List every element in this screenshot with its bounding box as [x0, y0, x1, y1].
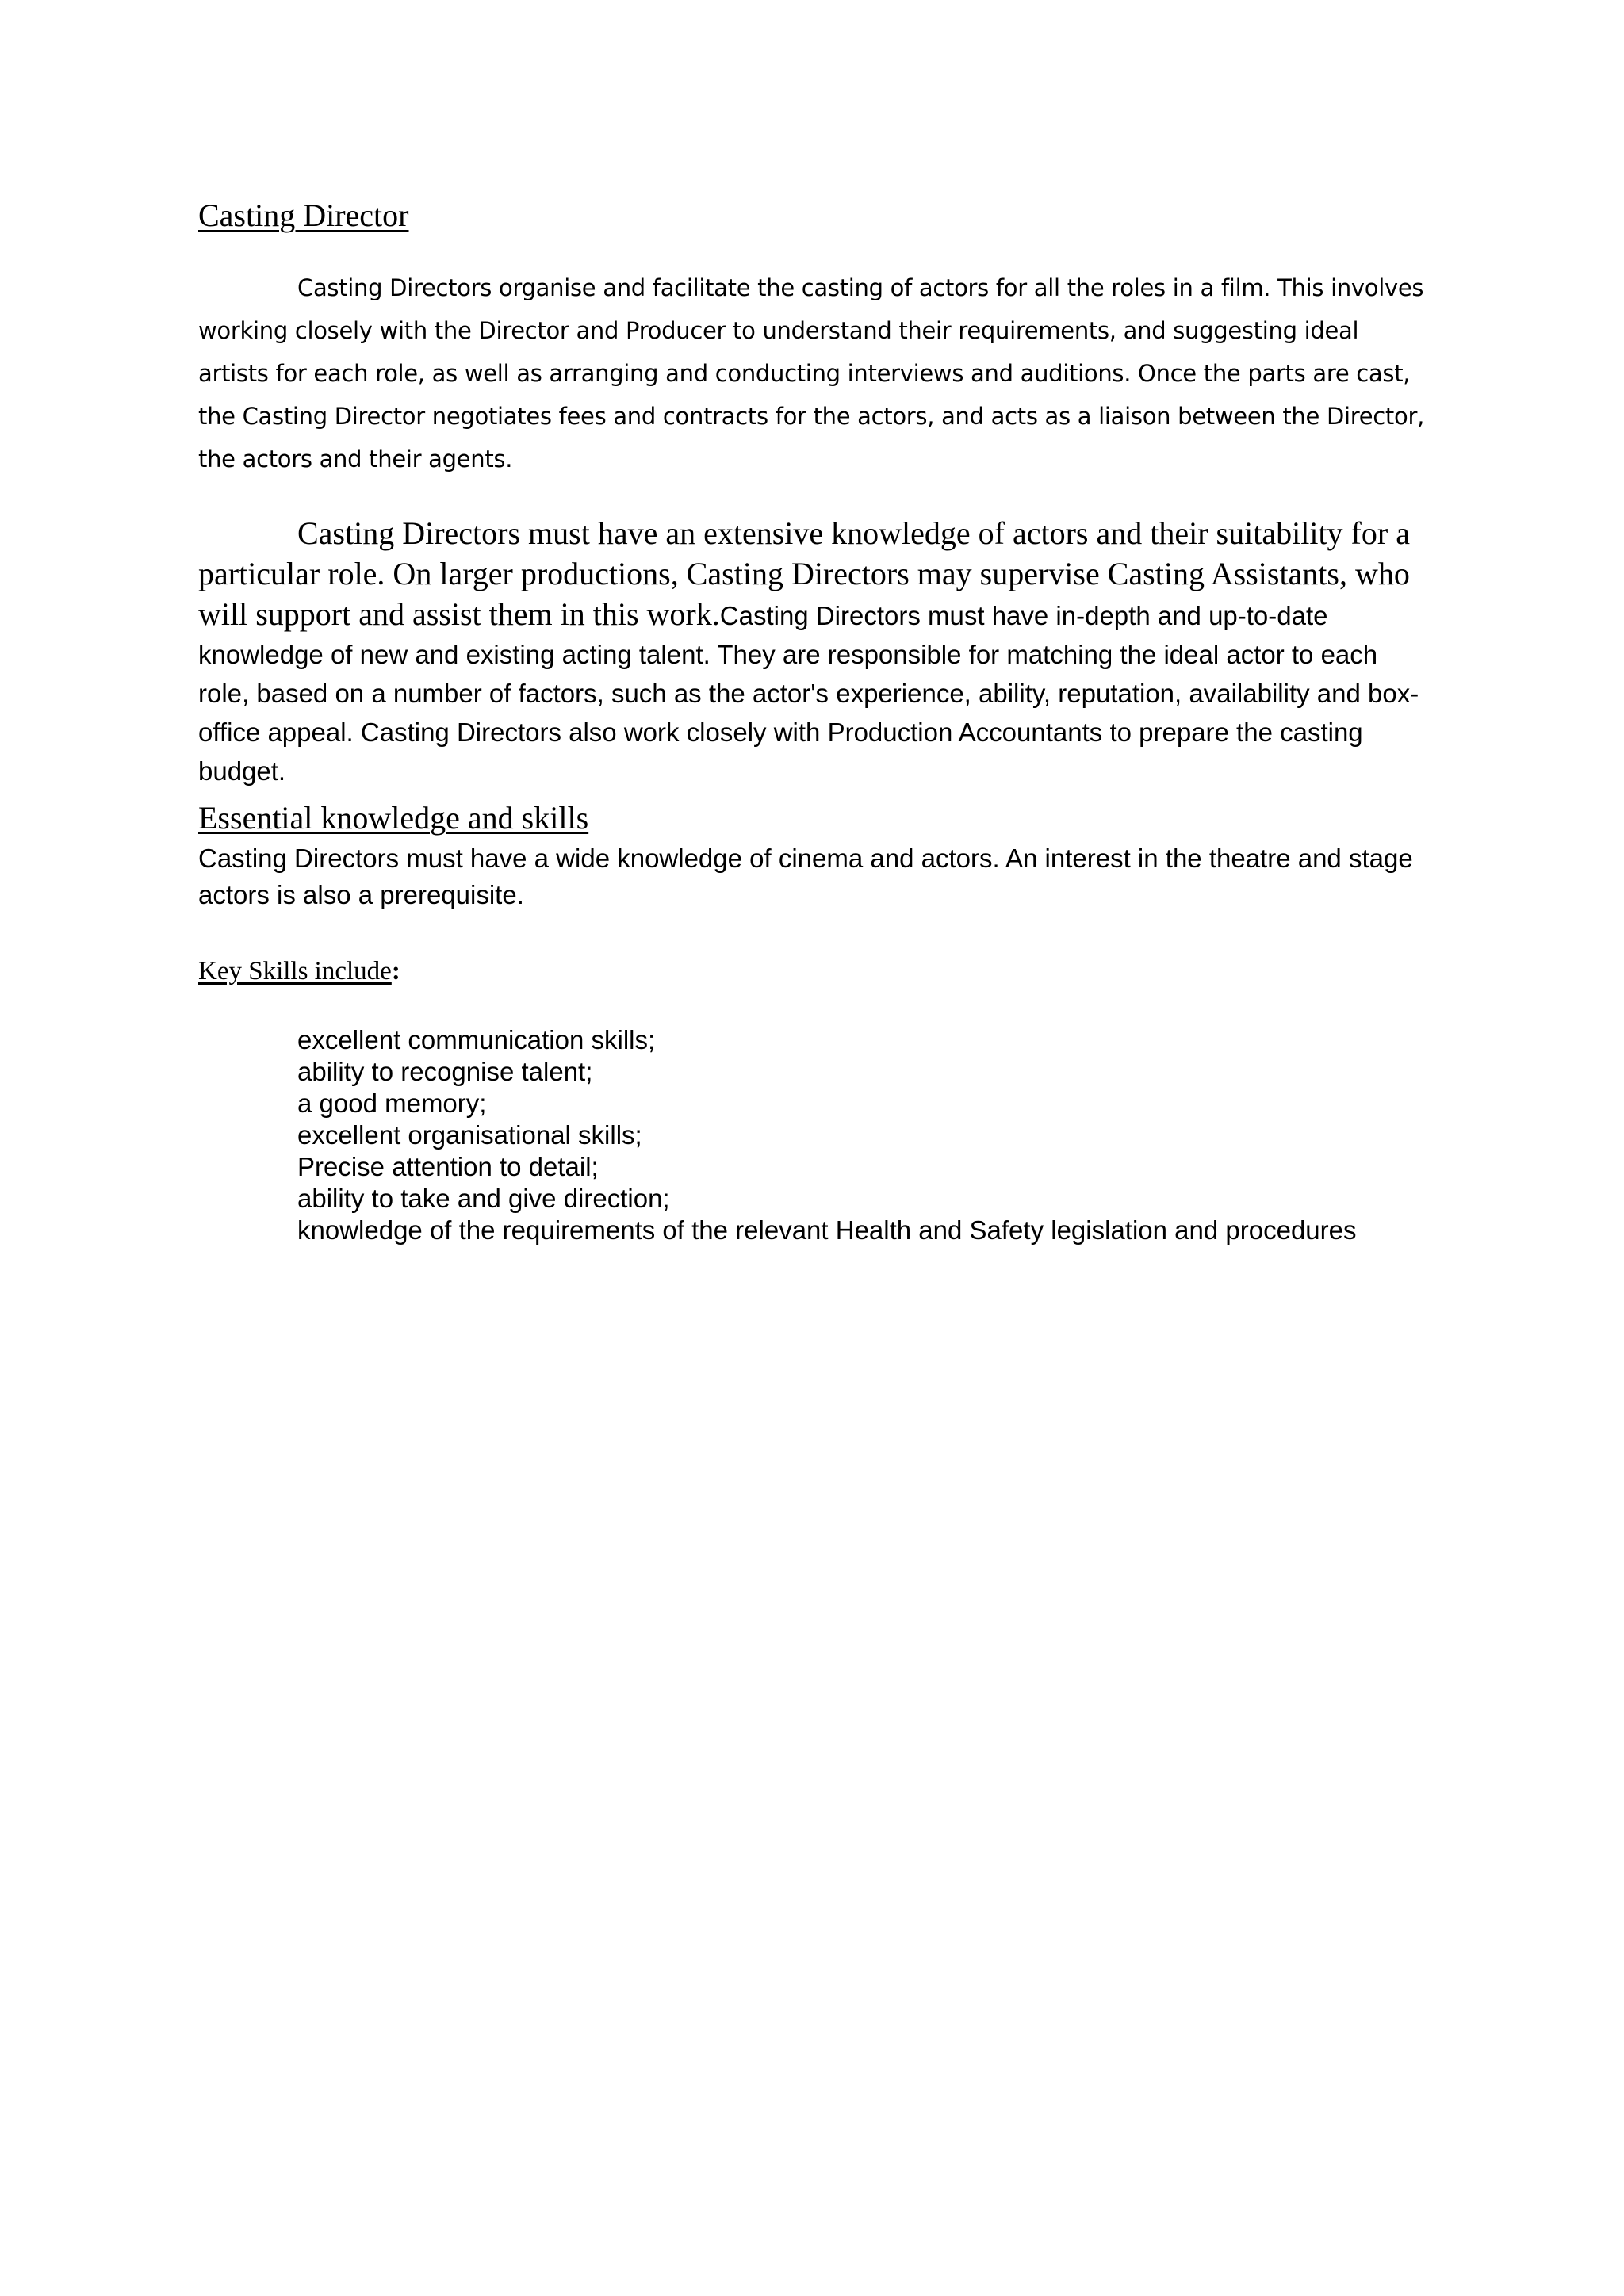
skill-item: ability to take and give direction;	[297, 1184, 670, 1213]
heading-key-skills	[198, 955, 400, 988]
skill-item: ability to recognise talent;	[297, 1057, 593, 1086]
skill-item: a good memory;	[297, 1089, 487, 1118]
skill-item: excellent communication skills;	[297, 1025, 656, 1054]
paragraph-knowledge-serif-text: Casting Directors must have an extensive knowledge of actors and their suitability for a particular role. On larger productions, Casting Directors may supervise Casting Assistants, who will support and assist them in this work.	[198, 515, 1410, 632]
paragraph-casting-role: Casting Directors organise and facilitate the casting of actors for all the roles in a film. This involves working closely with the Director and Producer to understand their requirements, and suggesting ideal artists for each role, as well as arranging and conducting interviews and auditions. Once the parts are cast, the Casting Director negotiates fees and contracts for the actors, and acts as a liaison between the Director, the actors and their agents.	[198, 274, 1424, 473]
heading-casting-director: Casting Director	[198, 197, 409, 233]
skill-item: knowledge of the requirements of the relevant Health and Safety legislation and procedures	[297, 1215, 1357, 1245]
paragraph-knowledge-sans-text: Casting Directors must have in-depth and up-to-date knowledge of new and existing acting talent. They are responsible for matching the ideal actor to each role, based on a number of factors, such as the actor's experience, ability, reputation, availability and box-office appeal. Casting Directors also work closely with Production Accountants to prepare the casting budget.	[198, 601, 1419, 786]
key-skills-label: Key Skills include	[198, 957, 392, 985]
skills-list	[297, 1024, 1357, 1246]
heading-essential-knowledge: Essential knowledge and skills	[198, 800, 589, 836]
paragraph-essential: Casting Directors must have a wide knowledge of cinema and actors. An interest in the theatre and stage actors is also a prerequisite.	[198, 844, 1413, 909]
skill-item: excellent organisational skills;	[297, 1120, 642, 1150]
key-skills-colon: :	[391, 957, 400, 985]
skill-item: Precise attention to detail;	[297, 1152, 599, 1181]
paragraph-knowledge	[198, 517, 1435, 794]
